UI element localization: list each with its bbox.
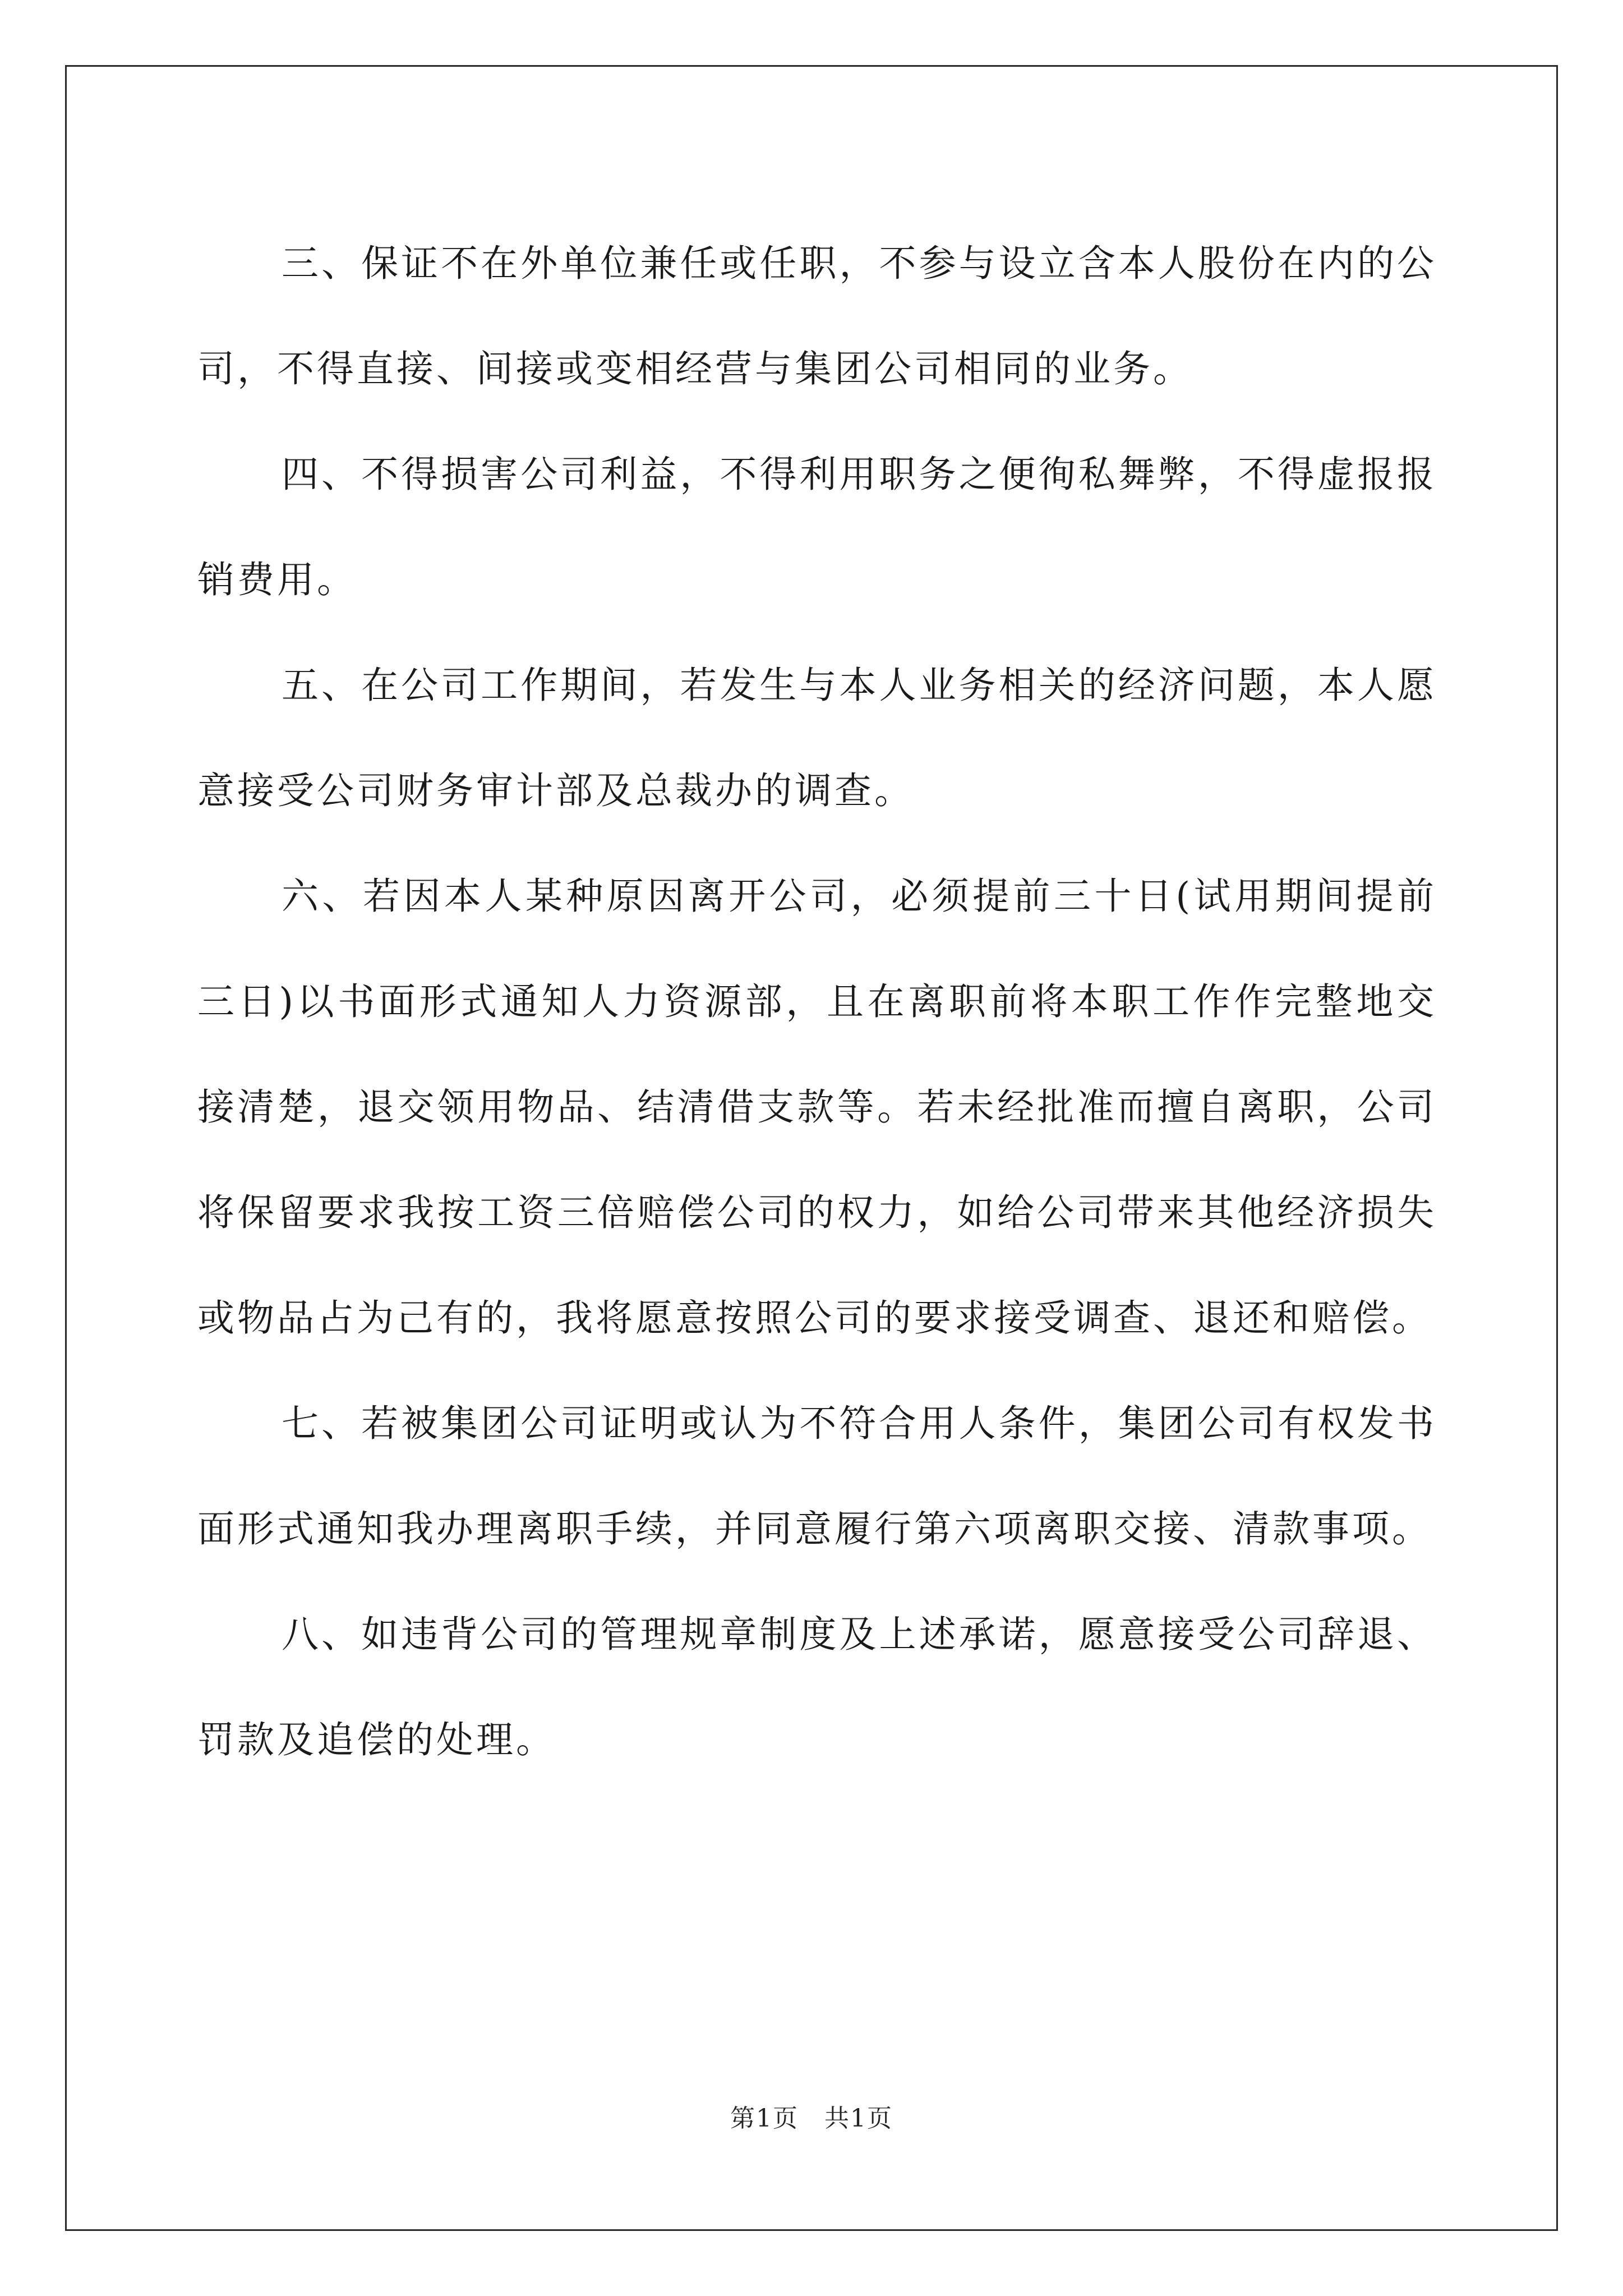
document-body [197,211,1437,1793]
page-number-footer: 第1页 共1页 [730,2104,893,2133]
clause-6: 六、若因本人某种原因离开公司，必须提前三十日(试用期间提前三日)以书面形式通知人力资源部，且在离职前将本职工作作完整地交接清楚，退交领用物品、结清借支款等。若未经批准而擅自离职，公司将保留要求我按工资三倍赔偿公司的权力，如给公司带来其他经济损失或物品占为己有的，我将愿意按照公司的要求接受调查、退还和赔偿。 [197,875,1437,1340]
clause-8: 八、如违背公司的管理规章制度及上述承诺，愿意接受公司辞退、罚款及追偿的处理。 [197,1613,1437,1761]
clause-7: 七、若被集团公司证明或认为不符合用人条件，集团公司有权发书面形式通知我办理离职手续，并同意履行第六项离职交接、清款事项。 [197,1402,1437,1550]
clause-4: 四、不得损害公司利益，不得利用职务之便徇私舞弊，不得虚报报销费用。 [197,453,1437,601]
clause-3: 三、保证不在外单位兼任或任职，不参与设立含本人股份在内的公司，不得直接、间接或变相经营与集团公司相同的业务。 [197,242,1437,390]
clause-5: 五、在公司工作期间，若发生与本人业务相关的经济问题，本人愿意接受公司财务审计部及总裁办的调查。 [197,664,1437,812]
